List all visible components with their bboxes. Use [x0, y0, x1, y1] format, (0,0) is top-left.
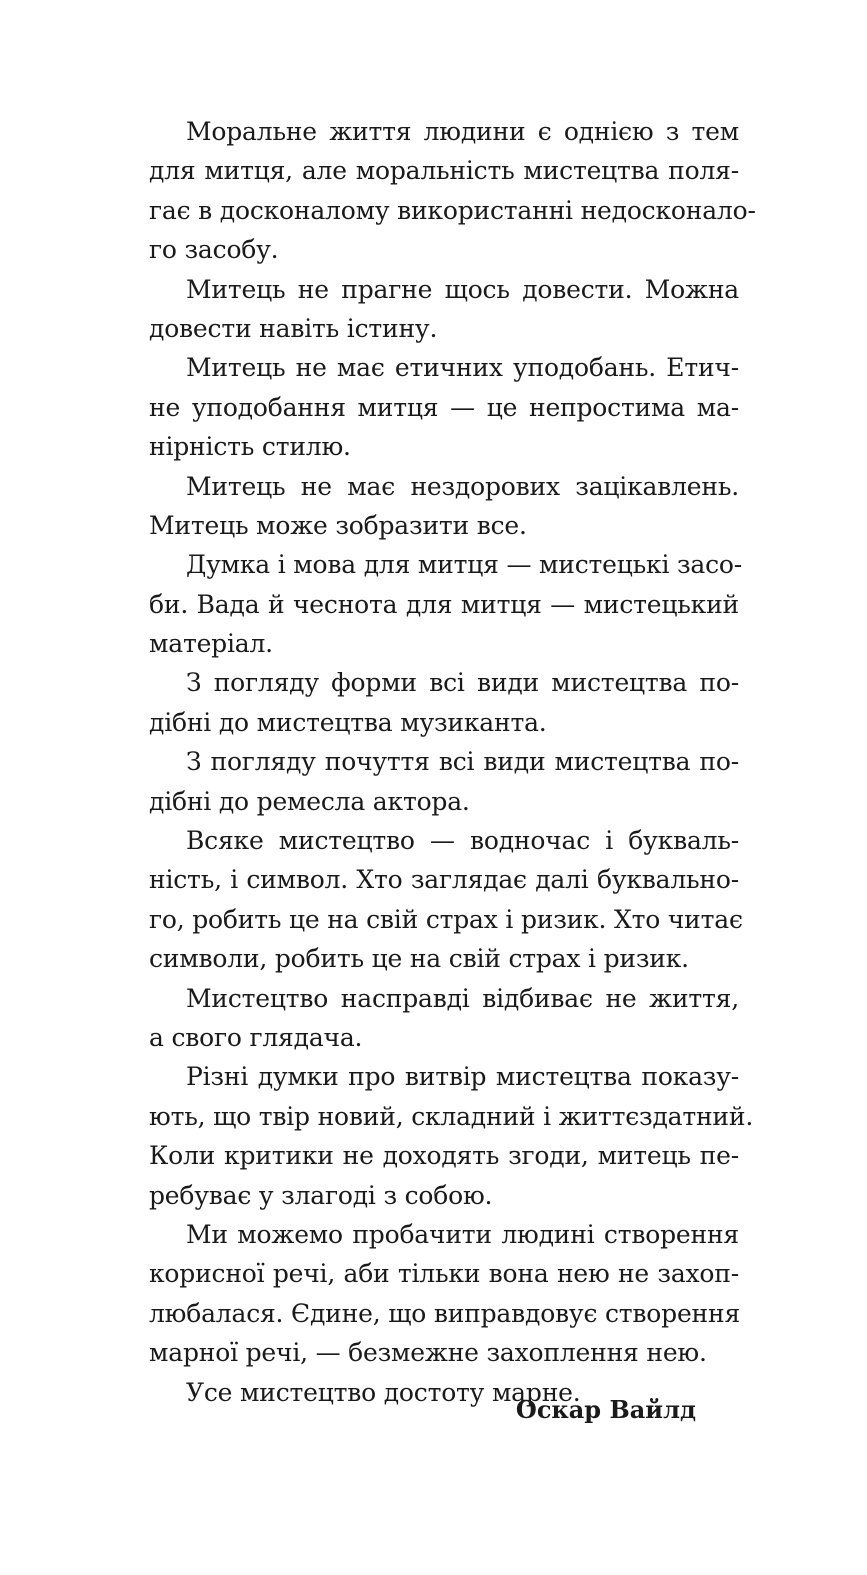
- text-line: го, робить це на свій страх і ризик. Хто читає: [149, 904, 743, 934]
- text-line: Думка і мова для митця — мистецькі засо-: [186, 550, 743, 580]
- text-line: любалася. Єдине, що виправдовує створення: [149, 1298, 741, 1328]
- text-line: Всяке мистецтво — водночас і букваль-: [186, 826, 739, 856]
- text-line: Усе мистецтво достоту марне.: [186, 1377, 581, 1407]
- text-line: а свого глядача.: [149, 1022, 363, 1052]
- text-line: дібні до ремесла актора.: [149, 786, 470, 816]
- text-line: для митця, але моральність мистецтва поля-: [149, 156, 739, 186]
- text-line: довести навіть істину.: [149, 313, 438, 343]
- text-line: Митець не має етичних уподобань. Етич-: [186, 353, 739, 383]
- text-line: би. Вада й чеснота для митця — мистецький: [149, 589, 739, 619]
- text-line: ребуває у злагоді з собою.: [149, 1180, 493, 1210]
- text-line: Різні думки про витвір мистецтва показу-: [186, 1062, 739, 1092]
- text-line: ність, і символ. Хто заглядає далі буквально-: [149, 865, 739, 895]
- text-line: Моральне життя людини є однією з тем: [186, 117, 739, 146]
- author-signature: Оскар Вайлд: [515, 1395, 696, 1424]
- text-line: гає в досконалому використанні недосконало-: [149, 195, 756, 225]
- text-line: Мистецтво насправді відбиває не життя,: [186, 983, 739, 1013]
- text-line: нірність стилю.: [149, 432, 351, 462]
- text-line: Митець не прагне щось довести. Можна: [186, 274, 739, 304]
- text-line: З погляду форми всі види мистецтва по-: [186, 668, 739, 698]
- text-line: Митець не має нездорових зацікавлень.: [186, 471, 739, 501]
- text-line: го засобу.: [149, 235, 279, 265]
- text-line: Коли критики не доходять згоди, митець пе-: [149, 1141, 739, 1171]
- text-line: Митець може зобразити все.: [149, 510, 527, 540]
- body-text: [149, 112, 756, 1412]
- text-line: корисної речі, аби тільки вона нею не захоп-: [149, 1259, 739, 1289]
- text-line: дібні до мистецтва музиканта.: [149, 707, 547, 737]
- text-line: З погляду почуття всі види мистецтва по-: [186, 747, 739, 777]
- text-line: матеріал.: [149, 629, 273, 659]
- text-line: марної речі, — безмежне захоплення нею.: [149, 1338, 707, 1368]
- text-line: не уподобання митця — це непростима ма-: [149, 392, 739, 422]
- text-line: ють, що твір новий, складний і життєздатний.: [149, 1101, 754, 1131]
- text-line: Ми можемо пробачити людині створення: [186, 1219, 739, 1249]
- text-line: символи, робить це на свій страх і ризик.: [149, 944, 689, 974]
